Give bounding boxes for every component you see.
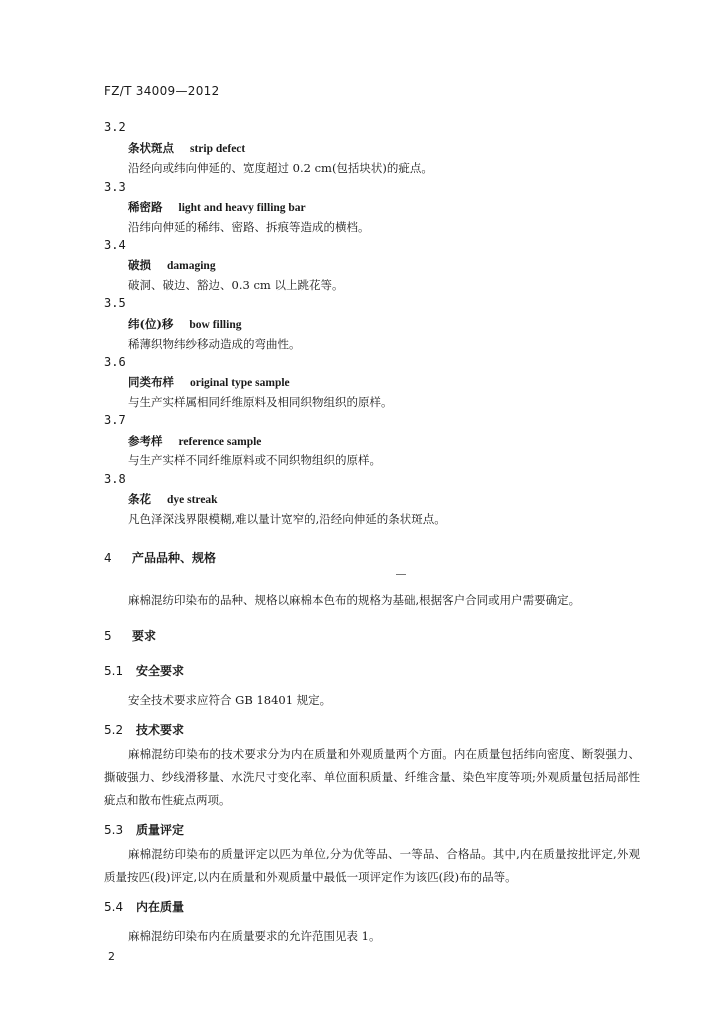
term-heading	[128, 199, 306, 215]
standard-code-header: FZ/T 34009—2012	[104, 84, 220, 98]
term-definition: 稀薄织物纬纱移动造成的弯曲性。	[128, 337, 301, 351]
subsection-paragraph: 麻棉混纺印染布的技术要求分为内在质量和外观质量两个方面。内在质量包括纬向密度、断裂强力、撕破强力、纱线滑移量、水洗尺寸变化率、单位面积质量、纤维含量、染色牢度等项;外观质量包括局部性疵点和散布性疵点两项。	[104, 747, 640, 807]
term-number: 3.2	[104, 120, 126, 134]
subsection-label: 内在质量	[136, 900, 185, 914]
subsection-paragraph: 麻棉混纺印染布的质量评定以匹为单位,分为优等品、一等品、合格品。其中,内在质量按批评定,外观质量按匹(段)评定,以内在质量和外观质量中最低一项评定作为该匹(段)布的品等。	[104, 847, 640, 884]
subsection-number: 5.1	[104, 664, 124, 678]
term-heading	[128, 433, 261, 449]
subsection-number: 5.3	[104, 823, 124, 837]
term-zh: 稀密路	[128, 200, 163, 214]
term-number: 3.8	[104, 472, 126, 486]
subsection-label: 质量评定	[136, 823, 185, 837]
term-number: 3.3	[104, 180, 126, 194]
term-definition: 破洞、破边、豁边、0.3 cm 以上跳花等。	[128, 278, 344, 292]
subsection-title	[104, 898, 184, 915]
term-number: 3.5	[104, 296, 126, 310]
term-en: light and heavy filling bar	[178, 202, 306, 214]
term-en: damaging	[167, 260, 216, 272]
term-en: bow filling	[189, 319, 242, 331]
subsection-title	[104, 721, 184, 738]
subsection-title	[104, 821, 184, 838]
term-number: 3.6	[104, 355, 126, 369]
term-heading	[128, 140, 245, 156]
subsection-number: 5.4	[104, 900, 124, 914]
term-heading	[128, 374, 290, 390]
term-zh: 纬(位)移	[128, 317, 174, 331]
term-definition: 凡色泽深浅界限模糊,难以量计宽窄的,沿经向伸延的条状斑点。	[128, 512, 446, 526]
term-definition: 沿经向或纬向伸延的、宽度超过 0.2 cm(包括块状)的疵点。	[128, 161, 433, 175]
section-label: 要求	[132, 629, 157, 643]
section-title	[104, 549, 216, 566]
term-heading	[128, 491, 218, 507]
subsection-label: 安全要求	[136, 664, 185, 678]
term-en: dye streak	[167, 494, 218, 506]
term-definition: 与生产实样不同纤维原料或不同织物组织的原样。	[128, 453, 381, 467]
section-text: 麻棉混纺印染布的品种、规格以麻棉本色布的规格为基础,根据客户合同或用户需要确定。	[128, 593, 581, 607]
section-title	[104, 627, 156, 644]
subsection-label: 技术要求	[136, 723, 185, 737]
scan-mark	[396, 574, 406, 575]
term-zh: 条状斑点	[128, 141, 174, 155]
term-zh: 同类布样	[128, 375, 174, 389]
term-number: 3.7	[104, 413, 126, 427]
term-zh: 条花	[128, 492, 151, 506]
page-number: 2	[108, 950, 115, 963]
term-en: reference sample	[178, 436, 262, 448]
term-definition: 与生产实样属相同纤维原料及相同织物组织的原样。	[128, 395, 393, 409]
subsection-text: 麻棉混纺印染布内在质量要求的允许范围见表 1。	[128, 929, 381, 943]
subsection-text: 安全技术要求应符合 GB 18401 规定。	[128, 693, 332, 707]
term-number: 3.4	[104, 238, 126, 252]
term-en: original type sample	[190, 377, 290, 389]
term-zh: 破损	[128, 258, 151, 272]
term-en: strip defect	[190, 143, 246, 155]
section-label: 产品品种、规格	[132, 551, 217, 565]
term-heading	[128, 316, 241, 332]
subsection-title	[104, 662, 184, 679]
section-number: 4	[104, 551, 112, 565]
term-definition: 沿纬向伸延的稀纬、密路、拆痕等造成的横档。	[128, 220, 370, 234]
subsection-number: 5.2	[104, 723, 124, 737]
term-heading	[128, 257, 216, 273]
term-zh: 参考样	[128, 434, 163, 448]
section-number: 5	[104, 629, 112, 643]
